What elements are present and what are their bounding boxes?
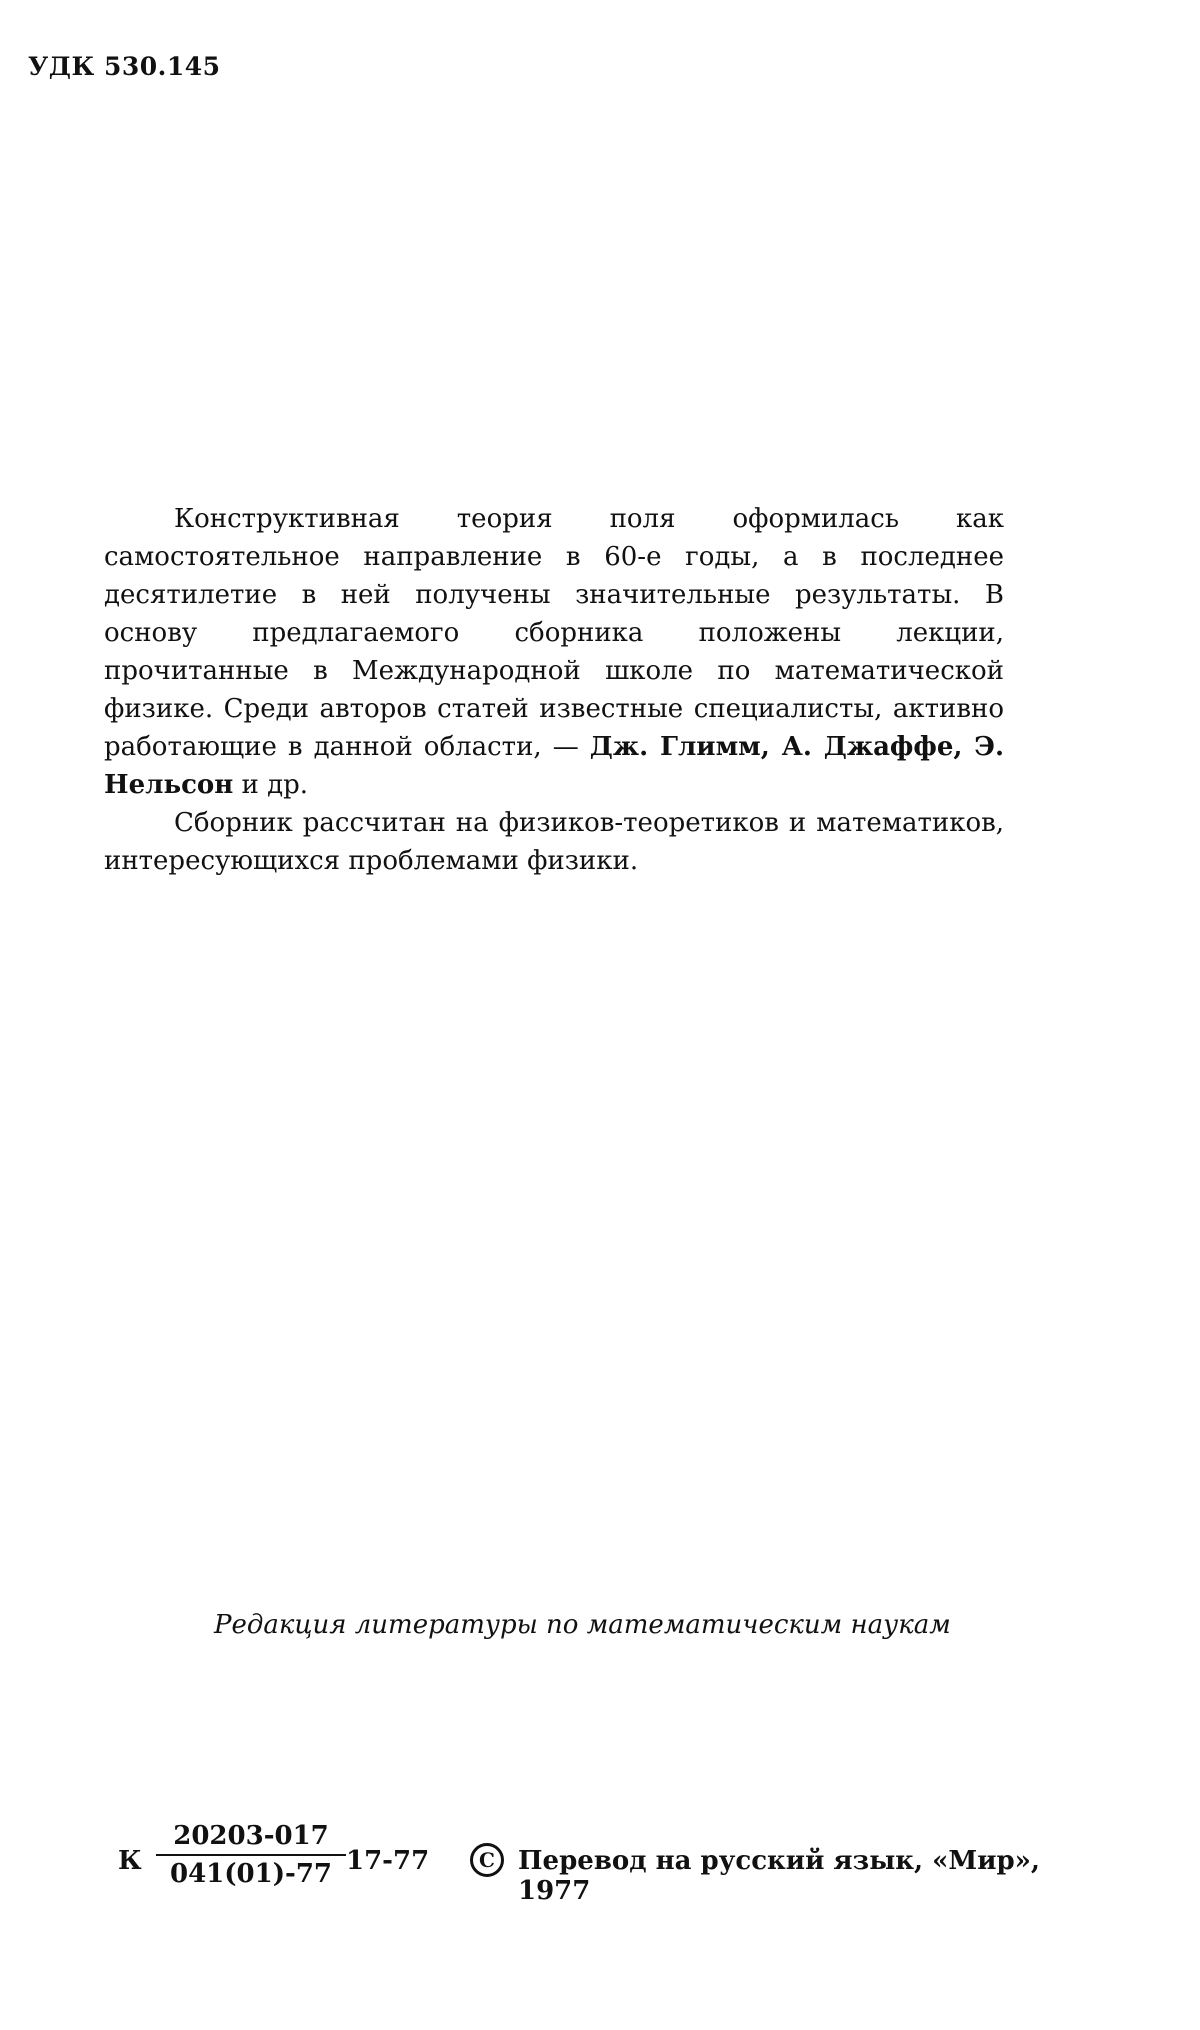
copyright-text: Перевод на русский язык, «Мир», 1977 [518,1846,1040,1906]
abstract-paragraph-1 [104,500,1004,804]
abstract [104,500,1004,880]
abstract-text-end: и др. [233,770,309,800]
imprint-code: 17-77 [346,1846,430,1876]
editorial-note: Редакция литературы по математическим наукам [214,1610,951,1640]
abstract-paragraph-2: Сборник рассчитан на физиков-теоретиков и математиков, интересующихся проблемами физики. [104,808,1004,876]
imprint-letter: К [118,1846,142,1876]
copyright-icon: C [470,1843,504,1877]
abstract-authors: Дж. Глимм, А. Джаффе, Э. Нельсон [104,732,1004,800]
imprint-line [118,1818,1078,1906]
imprint-denominator: 041(01)-77 [169,1859,333,1889]
imprint-fraction [156,1818,346,1892]
abstract-text: Конструктивная теория поля оформилась как самостоятельное направление в 60-е годы, а в последнее десятилетие в ней получены значительные результаты. В основу предлагаемого сборника положены лекции, прочитанные в Международной школе по математической физике. Среди авторов статей известные специалисты, активно работающие в данной области, — [104,504,1004,762]
udk-code: УДК 530.145 [28,52,221,81]
imprint-numerator: 20203-017 [156,1818,346,1856]
